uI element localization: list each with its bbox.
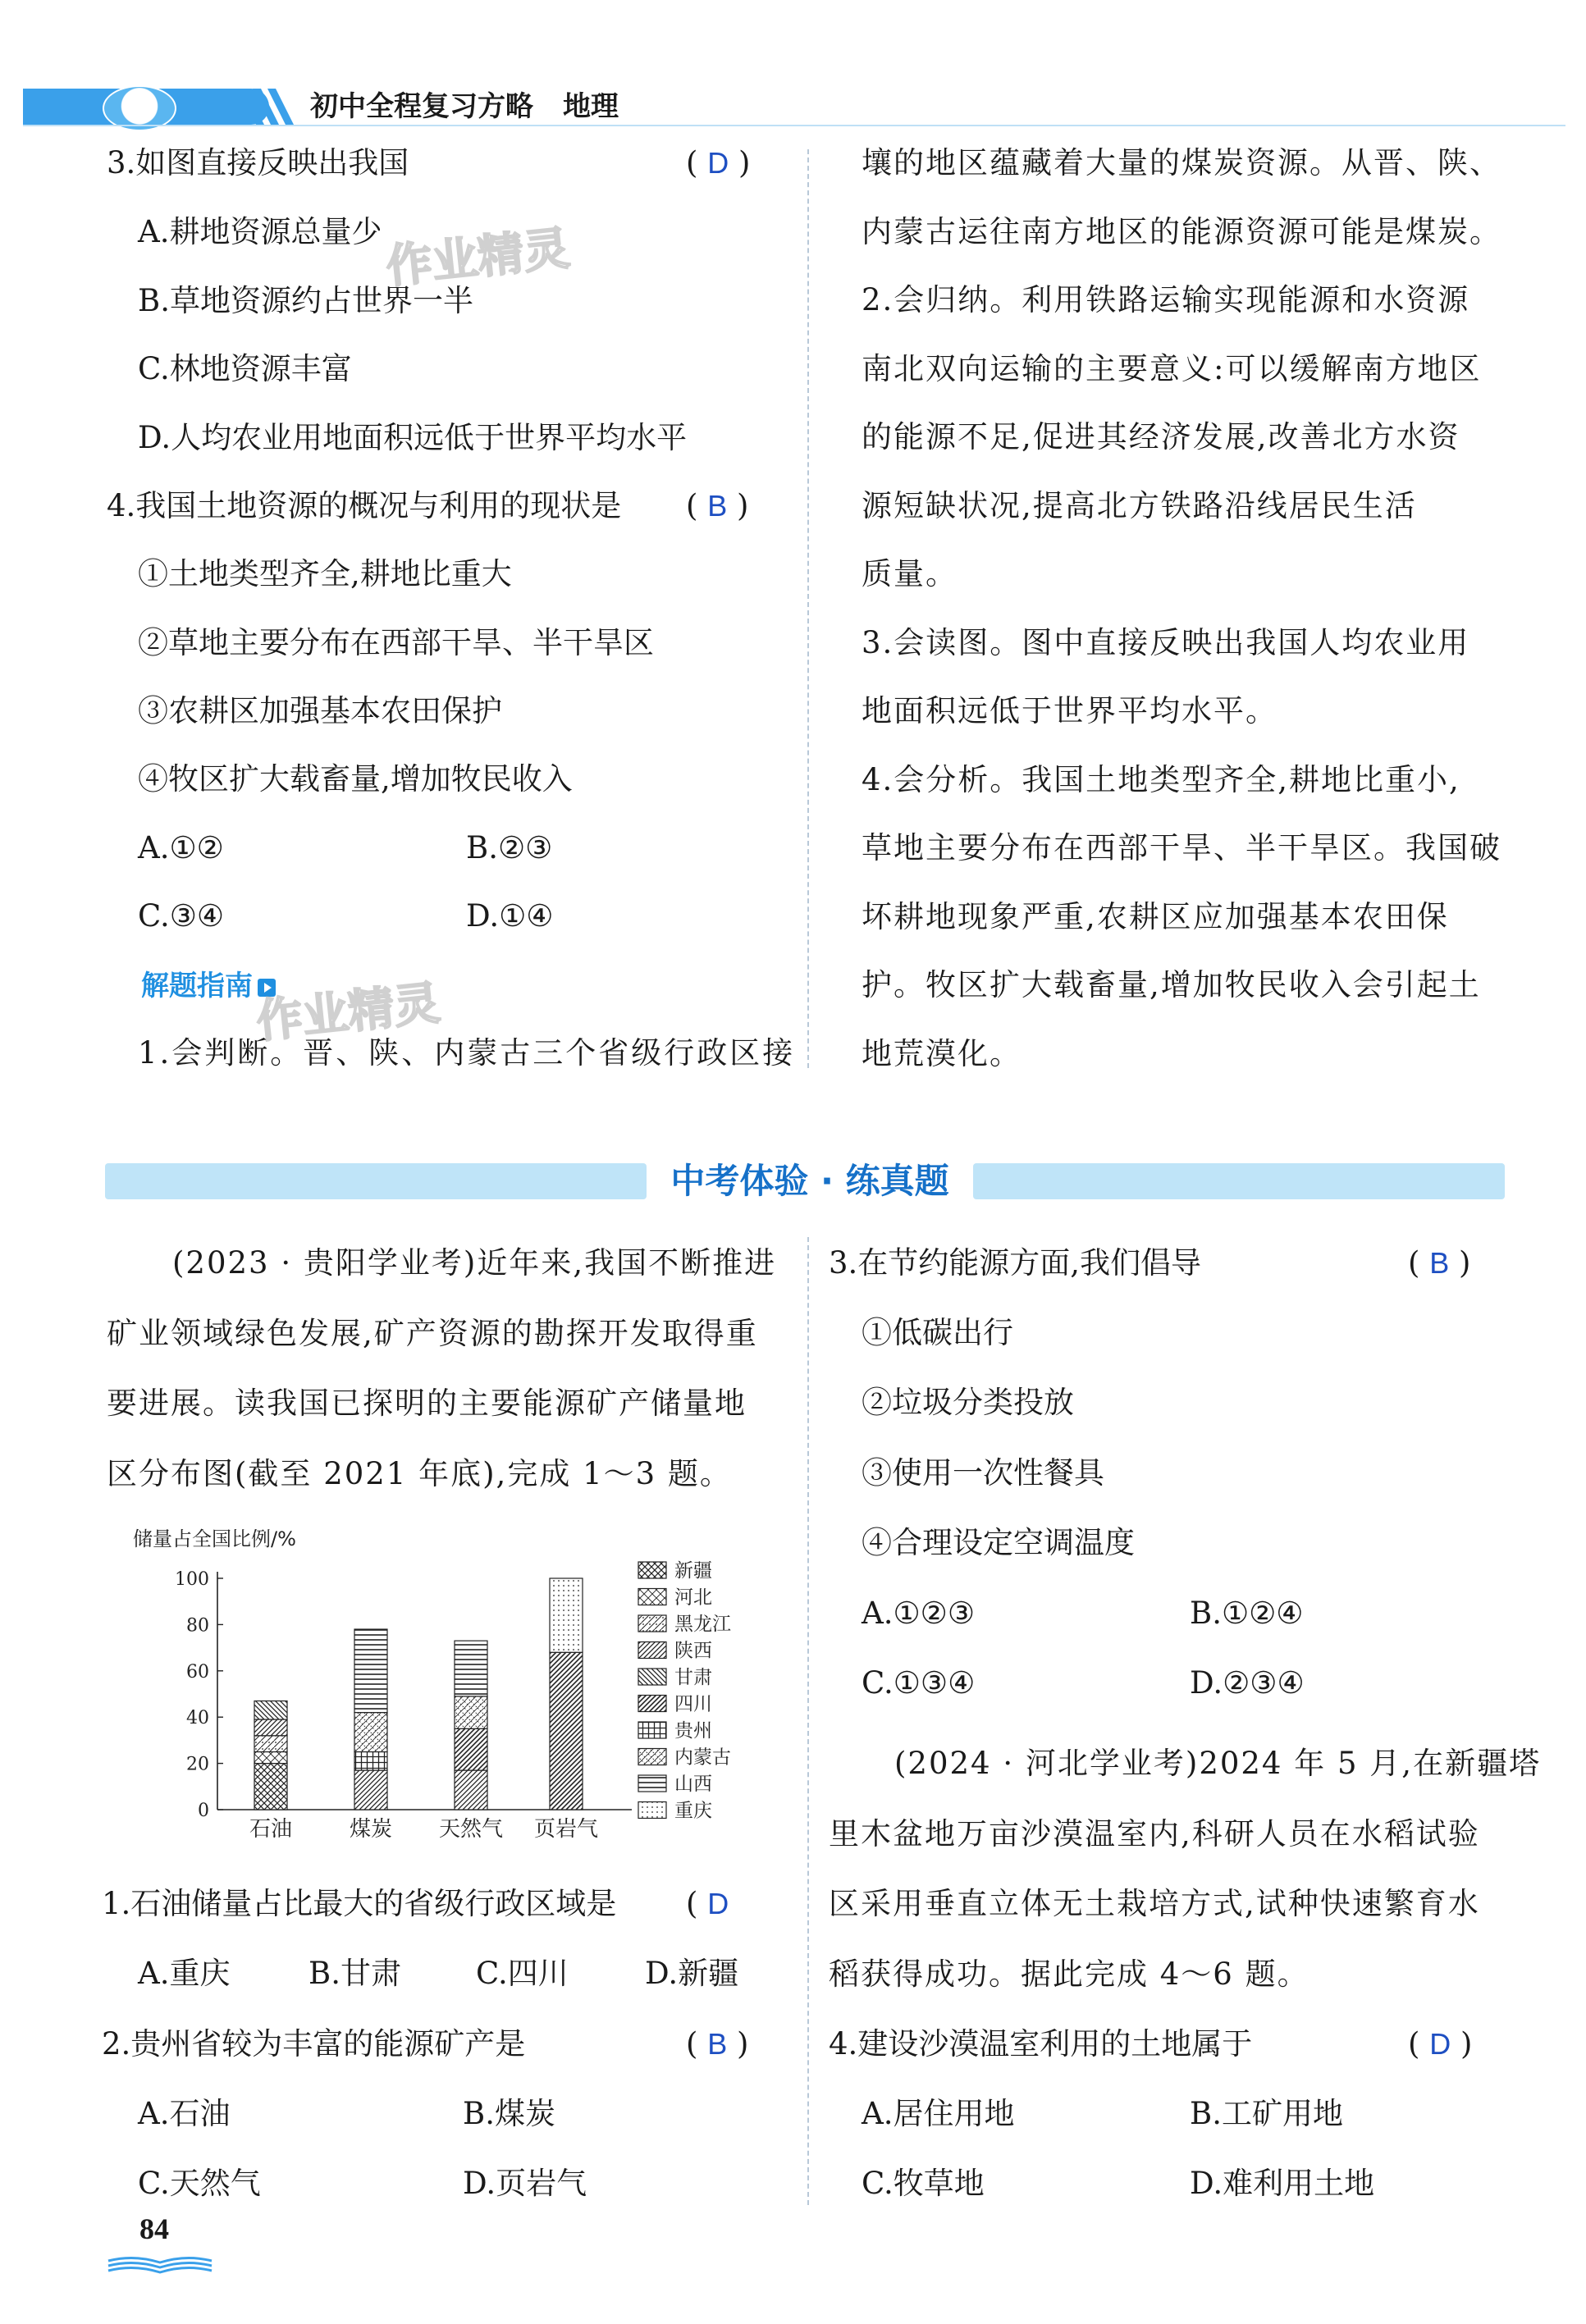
chart-legend-label: 甘肃 — [674, 1667, 712, 1688]
text-line: 坏耕地现象严重,农耕区应加强基本农田保 — [862, 898, 1449, 934]
open-book-icon — [105, 2253, 215, 2274]
chart-bar-segment — [254, 1736, 287, 1752]
option-b: B.②③ — [466, 830, 553, 865]
option-d: D.新疆 — [645, 1956, 739, 1991]
section-band-left — [105, 1163, 647, 1199]
chart-legend-label: 内蒙古 — [674, 1746, 731, 1769]
text-line: 区分布图(截至 2021 年底),完成 1～3 题。 — [107, 1455, 732, 1491]
chart-legend-swatch — [638, 1749, 666, 1765]
guide-line: 1.会判断。晋、陕、内蒙古三个省级行政区接 — [138, 1035, 796, 1071]
text-line: 内蒙古运往南方地区的能源资源可能是煤炭。 — [862, 213, 1501, 249]
chart-legend-swatch — [638, 1669, 666, 1685]
book-title: 初中全程复习方略 — [310, 90, 533, 123]
chart-bar-segment — [254, 1752, 287, 1764]
statement-4: ④牧区扩大载畜量,增加牧民收入 — [138, 761, 573, 797]
statement-2: ②垃圾分类投放 — [862, 1385, 1074, 1420]
option-b: B.工矿用地 — [1190, 2096, 1343, 2131]
option-c: C.③④ — [138, 898, 225, 934]
answer-value: B — [1429, 1246, 1450, 1280]
chart-bar-segment — [354, 1770, 387, 1810]
statement-3: ③农耕区加强基本农田保护 — [138, 693, 502, 728]
section-band-right — [973, 1163, 1505, 1199]
chart-bar-segment — [354, 1629, 387, 1713]
chart-category-label: 页岩气 — [533, 1817, 599, 1842]
answer-value: D — [1429, 2027, 1451, 2061]
column-divider-bottom — [807, 1237, 809, 2205]
statement-2: ②草地主要分布在西部干旱、半干旱区 — [138, 625, 654, 660]
statement-3: ③使用一次性餐具 — [862, 1455, 1104, 1491]
chart-category-label: 石油 — [249, 1817, 293, 1842]
chart-bar-segment — [354, 1713, 387, 1752]
text-line: 地面积远低于世界平均水平。 — [862, 693, 1277, 728]
chart-bar-segment — [455, 1728, 487, 1770]
option-c: C.天然气 — [138, 2166, 261, 2201]
text-line: 壤的地区蕴藏着大量的煤炭资源。从晋、陕、 — [862, 145, 1501, 180]
chart-bar-segment — [455, 1641, 487, 1696]
option-c: C.牧草地 — [862, 2166, 985, 2201]
option-a: A.耕地资源总量少 — [138, 214, 382, 249]
chart-bar-segment — [550, 1652, 583, 1810]
answer-bracket: ( D ) — [686, 145, 751, 180]
chart-legend-swatch — [638, 1589, 666, 1605]
chart-legend-label: 四川 — [674, 1693, 712, 1715]
option-c: C.①③④ — [862, 1665, 976, 1701]
chart-legend-label: 重庆 — [674, 1800, 712, 1822]
subject-label: 地理 — [563, 90, 619, 123]
chart-legend-swatch — [638, 1802, 666, 1819]
text-line: 矿业领域绿色发展,矿产资源的勘探开发取得重 — [107, 1315, 758, 1351]
solution-guide-heading: 解题指南 — [141, 966, 276, 1006]
answer-bracket: ( B ) — [686, 2026, 749, 2061]
chart-legend-swatch — [638, 1615, 666, 1632]
answer-value: D — [707, 146, 729, 180]
answer-value: D — [707, 1887, 729, 1920]
section-title: 中考体验 · 练真题 — [670, 1161, 949, 1201]
chart-y-tick-label: 100 — [175, 1569, 209, 1590]
question-stem: 2.贵州省较为丰富的能源矿产是 — [102, 2026, 526, 2061]
chart-legend-swatch — [638, 1562, 666, 1578]
text-line: 源短缺状况,提高北方铁路沿线居民生活 — [862, 487, 1417, 523]
statement-4: ④合理设定空调温度 — [862, 1525, 1135, 1560]
chart-legend-swatch — [638, 1722, 666, 1738]
header-title — [310, 85, 619, 128]
answer-bracket: ( D — [686, 1886, 729, 1921]
statement-1: ①土地类型齐全,耕地比重大 — [138, 556, 512, 591]
chart-bar-segment — [254, 1719, 287, 1736]
question-stem: 4.我国土地资源的概况与利用的现状是 — [107, 488, 622, 523]
question-stem: 3.如图直接反映出我国 — [107, 145, 409, 180]
text-line: 4.会分析。我国土地类型齐全,耕地比重小, — [862, 761, 1460, 797]
watermark: 作业精灵 — [383, 221, 573, 294]
chart-y-tick-label: 20 — [186, 1754, 209, 1775]
chart-bar-segment — [354, 1752, 387, 1771]
option-d: D.②③④ — [1190, 1665, 1305, 1701]
text-line: 地荒漠化。 — [862, 1035, 1022, 1071]
text-line: 护。牧区扩大载畜量,增加牧民收入会引起土 — [862, 967, 1481, 1002]
text-line: 南北双向运输的主要意义:可以缓解南方地区 — [862, 350, 1482, 386]
statement-1: ①低碳出行 — [862, 1315, 1013, 1350]
text-line: (2024 · 河北学业考)2024 年 5 月,在新疆塔 — [894, 1746, 1542, 1781]
text-line: 2.会归纳。利用铁路运输实现能源和水资源 — [862, 282, 1470, 317]
chart-legend-label: 山西 — [674, 1774, 712, 1795]
chart-y-tick-label: 60 — [186, 1661, 209, 1683]
chart-legend-swatch — [638, 1775, 666, 1792]
option-a: A.居住用地 — [862, 2096, 1015, 2131]
header-rule — [23, 125, 1565, 126]
chart-category-label: 天然气 — [438, 1817, 504, 1842]
answer-bracket: ( B ) — [686, 488, 749, 523]
chart-bar-segment — [254, 1701, 287, 1719]
text-line: 质量。 — [862, 556, 958, 591]
chart-y-tick-label: 0 — [198, 1801, 209, 1821]
text-line: 里木盆地万亩沙漠温室内,科研人员在水稻试验 — [829, 1815, 1480, 1851]
energy-reserve-chart — [123, 1524, 763, 1852]
option-a: A.①② — [138, 830, 224, 865]
answer-value: B — [707, 2027, 728, 2061]
chart-y-axis-label: 储量占全国比例/% — [133, 1527, 296, 1550]
option-d: D.页岩气 — [463, 2166, 587, 2201]
chart-legend-label: 黑龙江 — [674, 1614, 731, 1635]
header-stripes-decoration — [238, 89, 304, 125]
chart-legend-label: 陕西 — [674, 1640, 712, 1662]
option-b: B.甘肃 — [309, 1956, 401, 1991]
text-line: (2023 · 贵阳学业考)近年来,我国不断推进 — [172, 1245, 777, 1281]
option-d: D.难利用土地 — [1190, 2166, 1375, 2201]
text-line: 3.会读图。图中直接反映出我国人均农业用 — [862, 624, 1470, 660]
chart-bar-segment — [455, 1770, 487, 1810]
answer-bracket: ( B ) — [1408, 1245, 1471, 1281]
chart-legend-label: 河北 — [674, 1587, 712, 1609]
chart-category-label: 煤炭 — [349, 1817, 393, 1842]
chart-legend-label: 新疆 — [674, 1560, 712, 1582]
text-line: 的能源不足,促进其经济发展,改善北方水资 — [862, 419, 1460, 454]
question-stem: 1.石油储量占比最大的省级行政区域是 — [102, 1886, 617, 1921]
chart-y-tick-label: 80 — [186, 1615, 209, 1637]
chart-y-tick-label: 40 — [186, 1708, 209, 1729]
text-line: 区采用垂直立体无土栽培方式,试种快速繁育水 — [829, 1886, 1480, 1921]
option-c: C.四川 — [476, 1956, 569, 1991]
option-a: A.①②③ — [862, 1596, 975, 1631]
chart-bar-segment — [254, 1764, 287, 1810]
column-divider-top — [807, 149, 809, 1068]
question-stem: 3.在节约能源方面,我们倡导 — [829, 1245, 1202, 1281]
answer-value: B — [707, 489, 728, 523]
option-d: D.①④ — [466, 898, 554, 934]
option-a: A.重庆 — [138, 1956, 231, 1991]
text-line: 稻获得成功。据此完成 4～6 题。 — [829, 1956, 1309, 1992]
chart-bar-segment — [550, 1578, 583, 1652]
chart-bar-segment — [455, 1696, 487, 1728]
watermark: 作业精灵 — [254, 976, 443, 1049]
option-b: B.煤炭 — [463, 2096, 555, 2131]
chart-legend-label: 贵州 — [674, 1720, 712, 1742]
answer-bracket: ( D ) — [1408, 2026, 1473, 2061]
option-a: A.石油 — [138, 2096, 231, 2131]
question-stem: 4.建设沙漠温室利用的土地属于 — [829, 2026, 1253, 2061]
chart-legend-swatch — [638, 1642, 666, 1659]
page-number: 84 — [139, 2212, 169, 2245]
option-b: B.①②④ — [1190, 1596, 1304, 1631]
text-line: 要进展。读我国已探明的主要能源矿产储量地 — [107, 1386, 747, 1421]
text-line: 草地主要分布在西部干旱、半干旱区。我国破 — [862, 830, 1501, 865]
option-d: D.人均农业用地面积远低于世界平均水平 — [138, 420, 688, 455]
option-c: C.林地资源丰富 — [138, 351, 352, 386]
chart-legend-swatch — [638, 1696, 666, 1712]
option-b: B.草地资源约占世界一半 — [138, 283, 473, 318]
